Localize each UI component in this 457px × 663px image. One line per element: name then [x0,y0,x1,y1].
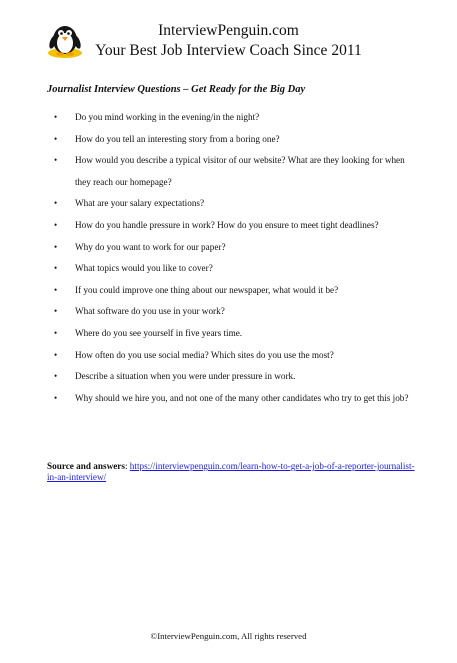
list-item [47,129,417,151]
bullet-icon: • [54,198,58,209]
question-text: Why should we hire you, and not one of the many other candidates who try to get this job? [75,392,409,403]
site-title: InterviewPenguin.com [158,22,299,39]
site-tagline: Your Best Job Interview Coach Since 2011 [95,42,362,59]
source-link[interactable]: https://interviewpenguin.com/learn-how-to-get-a-job-of-a-reporter-journalist-in-an-interview/ [47,461,415,482]
question-text: Where do you see yourself in five years time. [75,327,243,338]
list-item [47,301,417,323]
question-text: What are your salary expectations? [75,198,205,209]
question-text: How do you handle pressure in work? How do you ensure to meet tight deadlines? [75,219,379,230]
list-item [47,193,417,215]
bullet-icon: • [54,263,58,274]
bullet-icon: • [54,219,58,230]
document-heading: Journalist Interview Questions – Get Ready for the Big Day [47,84,306,95]
list-item [47,107,417,129]
list-item [47,150,417,193]
page-footer: ©InterviewPenguin.com, All rights reserved [150,631,307,641]
bullet-icon: • [54,392,58,403]
bullet-icon: • [54,371,58,382]
list-item [47,345,417,367]
question-text: What software do you use in your work? [75,306,225,317]
list-item [47,366,417,388]
question-list [47,107,417,409]
bullet-icon: • [54,349,58,360]
page-header [0,0,457,80]
question-text: How do you tell an interesting story from a boring one? [75,133,280,144]
list-item [47,258,417,280]
list-item [47,323,417,345]
list-item [47,280,417,302]
list-item [47,237,417,259]
source-separator: : [124,461,130,471]
question-text: What topics would you like to cover? [75,263,213,274]
bullet-icon: • [54,306,58,317]
question-text: How would you describe a typical visitor of our website? What are they looking for when they reach our homepage? [75,155,405,187]
source-line [47,461,417,483]
list-item [47,215,417,237]
question-text: If you could improve one thing about our newspaper, what would it be? [75,284,339,295]
question-text: Do you mind working in the evening/in the night? [75,112,260,122]
list-item [47,388,417,410]
source-label: Source and answers [47,461,125,471]
question-text: How often do you use social media? Which sites do you use the most? [75,349,334,360]
bullet-icon: • [54,133,58,144]
bullet-icon: • [54,284,58,295]
bullet-icon: • [54,112,58,122]
bullet-icon: • [54,327,58,338]
question-text: Why do you want to work for our paper? [75,241,226,252]
bullet-icon: • [54,155,58,166]
question-text: Describe a situation when you were under pressure in work. [75,371,296,382]
bullet-icon: • [54,241,58,252]
